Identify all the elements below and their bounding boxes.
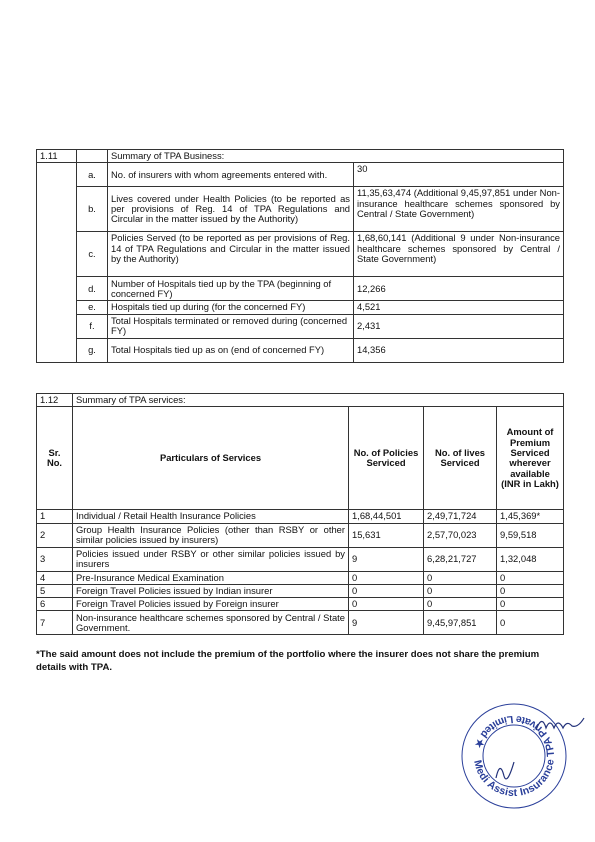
section-title: Summary of TPA services:	[73, 394, 564, 407]
row-policies: 0	[349, 598, 424, 611]
seal-text: Medi Assist Insurance TPA Private Limited ★	[471, 712, 558, 800]
row-particular: Policies issued under RSBY or other similar policies issued by insurers	[73, 547, 349, 571]
row-value: 14,356	[354, 338, 564, 362]
table-row	[37, 510, 564, 523]
row-sr: 7	[37, 611, 73, 635]
row-policies: 0	[349, 571, 424, 584]
section-number: 1.12	[37, 394, 73, 407]
row-letter: b.	[77, 187, 108, 232]
table-row	[37, 598, 564, 611]
row-value: 4,521	[354, 301, 564, 314]
row-particular: Foreign Travel Policies issued by Indian insurer	[73, 584, 349, 597]
row-particular: Total Hospitals tied up as on (end of concerned FY)	[108, 338, 354, 362]
tpa-services-table	[36, 393, 564, 635]
row-letter: f.	[77, 314, 108, 338]
table-row	[37, 163, 564, 187]
section-number: 1.11	[37, 150, 77, 163]
row-particular: Total Hospitals terminated or removed during (concerned FY)	[108, 314, 354, 338]
footnote: *The said amount does not include the premium of the portfolio where the insurer does not share the premium details with TPA.	[36, 649, 540, 673]
row-sr: 1	[37, 510, 73, 523]
table-row	[37, 338, 564, 362]
row-particular: Number of Hospitals tied up by the TPA (beginning of concerned FY)	[108, 277, 354, 301]
column-header-particulars: Particulars of Services	[73, 407, 349, 510]
column-header-sr: Sr. No.	[37, 407, 73, 510]
table-row	[37, 314, 564, 338]
row-premium: 1,32,048	[497, 547, 564, 571]
row-policies: 9	[349, 611, 424, 635]
table-row	[37, 611, 564, 635]
row-sr: 3	[37, 547, 73, 571]
row-premium: 0	[497, 584, 564, 597]
table-row	[37, 571, 564, 584]
row-lives: 0	[424, 598, 497, 611]
row-premium: 1,45,369*	[497, 510, 564, 523]
row-particular: Pre-Insurance Medical Examination	[73, 571, 349, 584]
table-row	[37, 232, 564, 277]
section-title: Summary of TPA Business:	[108, 150, 564, 163]
row-value: 30	[354, 163, 564, 187]
row-sr: 2	[37, 523, 73, 547]
column-header-policies: No. of Policies Serviced	[349, 407, 424, 510]
row-particular: Non-insurance healthcare schemes sponsored by Central / State Government.	[73, 611, 349, 635]
row-letter: a.	[77, 163, 108, 187]
empty-cell	[37, 163, 77, 362]
row-sr: 5	[37, 584, 73, 597]
row-premium: 9,59,518	[497, 523, 564, 547]
row-value: 12,266	[354, 277, 564, 301]
row-particular: Individual / Retail Health Insurance Policies	[73, 510, 349, 523]
empty-cell	[77, 150, 108, 163]
row-letter: e.	[77, 301, 108, 314]
row-letter: c.	[77, 232, 108, 277]
row-sr: 6	[37, 598, 73, 611]
row-particular: Hospitals tied up during (for the concerned FY)	[108, 301, 354, 314]
row-lives: 9,45,97,851	[424, 611, 497, 635]
row-lives: 2,57,70,023	[424, 523, 497, 547]
row-lives: 0	[424, 571, 497, 584]
row-lives: 6,28,21,727	[424, 547, 497, 571]
column-header-premium: Amount of Premium Serviced wherever available (INR in Lakh)	[497, 407, 564, 510]
row-particular: Group Health Insurance Policies (other than RSBY or other similar policies issued by insurers)	[73, 523, 349, 547]
table-row	[37, 584, 564, 597]
row-sr: 4	[37, 571, 73, 584]
row-letter: g.	[77, 338, 108, 362]
column-header-row	[37, 407, 564, 510]
table-row	[37, 523, 564, 547]
row-policies: 1,68,44,501	[349, 510, 424, 523]
row-value: 1,68,60,141 (Additional 9 under Non-insurance healthcare schemes sponsored by Central / State Government)	[354, 232, 564, 277]
company-seal-stamp	[436, 690, 591, 820]
table-header-row	[37, 394, 564, 407]
row-policies: 15,631	[349, 523, 424, 547]
svg-text:Medi Assist Insurance TPA Priv	[471, 713, 557, 799]
row-premium: 0	[497, 611, 564, 635]
table-header-row	[37, 150, 564, 163]
row-letter: d.	[77, 277, 108, 301]
row-value: 2,431	[354, 314, 564, 338]
row-lives: 0	[424, 584, 497, 597]
column-header-lives: No. of lives Serviced	[424, 407, 497, 510]
row-particular: Policies Served (to be reported as per provisions of Reg. 14 of TPA Regulations and Circular in the matter issued by the Authority)	[108, 232, 354, 277]
table-row	[37, 301, 564, 314]
row-particular: Foreign Travel Policies issued by Foreign insurer	[73, 598, 349, 611]
table-row	[37, 547, 564, 571]
row-particular: No. of insurers with whom agreements entered with.	[108, 163, 354, 187]
tpa-business-table	[36, 149, 564, 363]
row-policies: 0	[349, 584, 424, 597]
row-value: 11,35,63,474 (Additional 9,45,97,851 under Non-insurance healthcare schemes sponsored by Central / State Government)	[354, 187, 564, 232]
row-lives: 2,49,71,724	[424, 510, 497, 523]
row-particular: Lives covered under Health Policies (to be reported as per provisions of Reg. 14 of TPA Regulations and Circular in the matter issued by the Authority)	[108, 187, 354, 232]
table-row	[37, 277, 564, 301]
row-policies: 9	[349, 547, 424, 571]
row-premium: 0	[497, 571, 564, 584]
row-premium: 0	[497, 598, 564, 611]
table-row	[37, 187, 564, 232]
